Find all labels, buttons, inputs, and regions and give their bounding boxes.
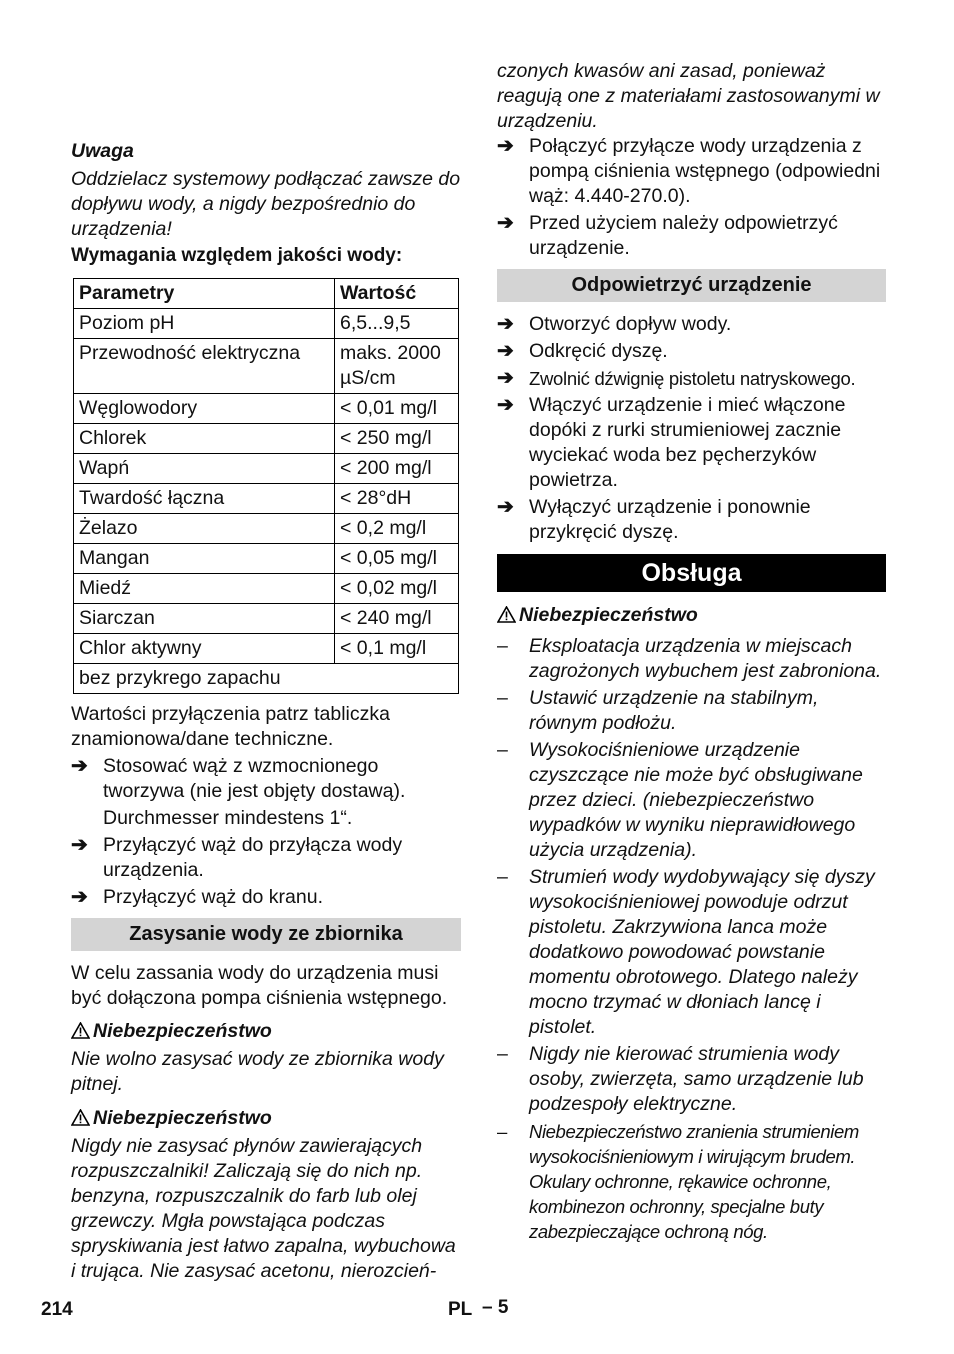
- dash-bullet: –: [497, 866, 508, 888]
- step-text: Połączyć przyłącze wody urządzenia z pompą ciśnienia wstępnego (odpowiedni wąż: 4.440-270.0).: [529, 135, 881, 207]
- step-text: Przyłączyć wąż do przyłącza wody urządzenia.: [103, 834, 403, 881]
- arrow-right-icon: ➔: [497, 135, 514, 157]
- step-item: [497, 495, 886, 545]
- list-item: [497, 1042, 886, 1117]
- danger-text: Nie wolno zasysać wody ze zbiornika wody pitnej.: [71, 1048, 444, 1095]
- table-cell: < 250 mg/l: [335, 424, 459, 454]
- sub-page-number: – 5: [482, 1297, 509, 1318]
- arrow-right-icon: ➔: [497, 496, 514, 518]
- table-row: [74, 454, 459, 484]
- table-cell: Miedź: [74, 574, 335, 604]
- table-cell: < 28°dH: [335, 484, 459, 514]
- arrow-right-icon: ➔: [497, 340, 514, 362]
- table-cell: maks. 2000 µS/cm: [335, 339, 459, 394]
- step-text: Włączyć urządzenie i mieć włączone dopóki z rurki strumieniowej zacznie wyciekać woda bez pęcherzyków powietrza.: [529, 394, 846, 491]
- dash-bullet: –: [497, 1043, 508, 1065]
- table-row: [74, 339, 459, 394]
- list-item-text: Nigdy nie kierować strumienia wody osoby, zwierzęta, samo urządzenie lub podzespoły elektryczne.: [529, 1043, 864, 1115]
- list-item-text: Ustawić urządzenie na stabilnym, równym podłożu.: [529, 687, 819, 734]
- danger-label: Niebezpieczeństwo: [71, 1019, 461, 1044]
- arrow-right-icon: ➔: [71, 834, 88, 856]
- arrow-right-icon: ➔: [497, 212, 514, 234]
- step-item: [497, 134, 886, 209]
- list-item-text: Niebezpieczeństwo zranienia strumieniem wysokociśnieniowym i wirującym brudem. Okulary ochronne, rękawice ochronne, kombinezon ochronny, specjalne buty zabezpieczające ochroną nóg.: [529, 1121, 859, 1242]
- step-text: Zwolnić dźwignię pistoletu natryskowego.: [529, 368, 856, 389]
- step-item: [71, 754, 461, 804]
- dash-bullet: –: [497, 635, 508, 657]
- step-item: [497, 393, 886, 493]
- diameter-text: Durchmesser mindestens 1“.: [103, 807, 353, 829]
- table-cell: Chlor aktywny: [74, 634, 335, 664]
- arrow-right-icon: ➔: [71, 755, 88, 777]
- table-cell: Twardość łączna: [74, 484, 335, 514]
- table-cell: < 0,05 mg/l: [335, 544, 459, 574]
- dash-bullet: –: [497, 1121, 507, 1142]
- danger-label: Niebezpieczeństwo: [497, 603, 886, 628]
- requirements-heading: Wymagania względem jakości wody:: [71, 245, 403, 266]
- section-title-intake: Zasysanie wody ze zbiornika: [71, 918, 461, 951]
- table-cell: < 0,02 mg/l: [335, 574, 459, 604]
- step-item: [71, 885, 461, 910]
- table-cell: < 240 mg/l: [335, 604, 459, 634]
- list-item: [497, 738, 886, 863]
- danger-text: Nigdy nie zasysać płynów zawierających rozpuszczalniki! Zaliczają się do nich np. benzyna, rozpuszczalnik do farb lub olej grzewczy. Mgła powstająca podczas spryskiwania jest łatwo zapalna, wybuchowa i trująca. Nie zasysać acetonu, nierozcień-: [71, 1135, 456, 1282]
- arrow-right-icon: ➔: [497, 394, 514, 416]
- table-cell: 6,5...9,5: [335, 309, 459, 339]
- section-title-operation: Obsługa: [497, 554, 886, 592]
- table-cell: Żelazo: [74, 514, 335, 544]
- table-header-cell: Wartość: [335, 279, 459, 309]
- table-row: [74, 634, 459, 664]
- dash-bullet: –: [497, 739, 508, 761]
- table-row: [74, 514, 459, 544]
- section-text: W celu zassania wody do urządzenia musi być dołączona pompa ciśnienia wstępnego.: [71, 962, 448, 1009]
- list-item-text: Eksploatacja urządzenia w miejscach zagrożonych wybuchem jest zabroniona.: [529, 635, 882, 682]
- list-item: [497, 1119, 886, 1244]
- step-item: [71, 833, 461, 883]
- note-heading: Uwaga: [71, 140, 134, 162]
- table-cell: Mangan: [74, 544, 335, 574]
- warning-triangle-icon: [71, 1106, 93, 1131]
- water-quality-table: [73, 278, 459, 694]
- step-text: Przyłączyć wąż do kranu.: [103, 886, 323, 908]
- table-row: [74, 544, 459, 574]
- page-number: 214: [41, 1299, 73, 1320]
- list-item: [497, 686, 886, 736]
- step-text: Wyłączyć urządzenie i ponownie przykręcić dyszę.: [529, 496, 811, 543]
- table-cell: Przewodność elektryczna: [74, 339, 335, 394]
- left-column: [71, 0, 461, 1284]
- dash-bullet: –: [497, 687, 508, 709]
- step-text: Odkręcić dyszę.: [529, 340, 668, 362]
- table-cell: Siarczan: [74, 604, 335, 634]
- step-item: [497, 366, 886, 391]
- table-header-row: [74, 279, 459, 309]
- table-row: [74, 484, 459, 514]
- table-cell: Chlorek: [74, 424, 335, 454]
- arrow-right-icon: ➔: [497, 313, 514, 335]
- step-text: Stosować wąż z wzmocnionego tworzywa (nie jest objęty dostawą).: [103, 755, 406, 802]
- language-code: PL: [448, 1299, 473, 1320]
- table-cell: < 200 mg/l: [335, 454, 459, 484]
- arrow-right-icon: ➔: [71, 886, 88, 908]
- connect-text: Wartości przyłączenia patrz tabliczka znamionowa/dane techniczne.: [71, 703, 390, 750]
- note-text: Oddzielacz systemowy podłączać zawsze do dopływu wody, a nigdy bezpośrednio do urządzenia!: [71, 168, 461, 240]
- table-row: [74, 574, 459, 604]
- section-title-venting: Odpowietrzyć urządzenie: [497, 269, 886, 302]
- arrow-right-icon: ➔: [497, 367, 514, 389]
- step-item: [497, 211, 886, 261]
- table-cell: Poziom pH: [74, 309, 335, 339]
- continued-text: czonych kwasów ani zasad, ponieważ reagują one z materiałami zastosowanymi w urządzeniu.: [497, 60, 880, 132]
- table-row: [74, 309, 459, 339]
- table-row: [74, 424, 459, 454]
- warning-triangle-icon: [71, 1019, 93, 1044]
- table-header-cell: Parametry: [74, 279, 335, 309]
- step-item: [497, 312, 886, 337]
- table-row: [74, 394, 459, 424]
- step-text: Przed użyciem należy odpowietrzyć urządzenie.: [529, 212, 838, 259]
- list-item-text: Wysokociśnieniowe urządzenie czyszczące nie może być obsługiwane przez dzieci. (niebezpieczeństwo wypadków w wyniku nieprawidłowego użycia urządzenia).: [529, 739, 863, 861]
- danger-label: Niebezpieczeństwo: [71, 1106, 461, 1131]
- table-cell: Węglowodory: [74, 394, 335, 424]
- list-item-text: Strumień wody wydobywający się dyszy wysokociśnieniowej powoduje odrzut pistoletu. Zakrzywiona lanca może dodatkowo powodować powstanie momentu obrotowego. Dlatego należy mocno trzymać w dłoniach lancę i pistolet.: [529, 866, 875, 1038]
- list-item: [497, 634, 886, 684]
- step-text: Otworzyć dopływ wody.: [529, 313, 732, 335]
- step-item: [497, 339, 886, 364]
- table-cell: < 0,2 mg/l: [335, 514, 459, 544]
- table-row: [74, 604, 459, 634]
- table-cell: < 0,01 mg/l: [335, 394, 459, 424]
- list-item: [497, 865, 886, 1040]
- table-cell: < 0,1 mg/l: [335, 634, 459, 664]
- table-cell: Wapń: [74, 454, 335, 484]
- right-column: [497, 0, 886, 1244]
- table-footer-row: [74, 664, 459, 694]
- warning-triangle-icon: [497, 603, 519, 628]
- table-footer-cell: bez przykrego zapachu: [74, 664, 459, 694]
